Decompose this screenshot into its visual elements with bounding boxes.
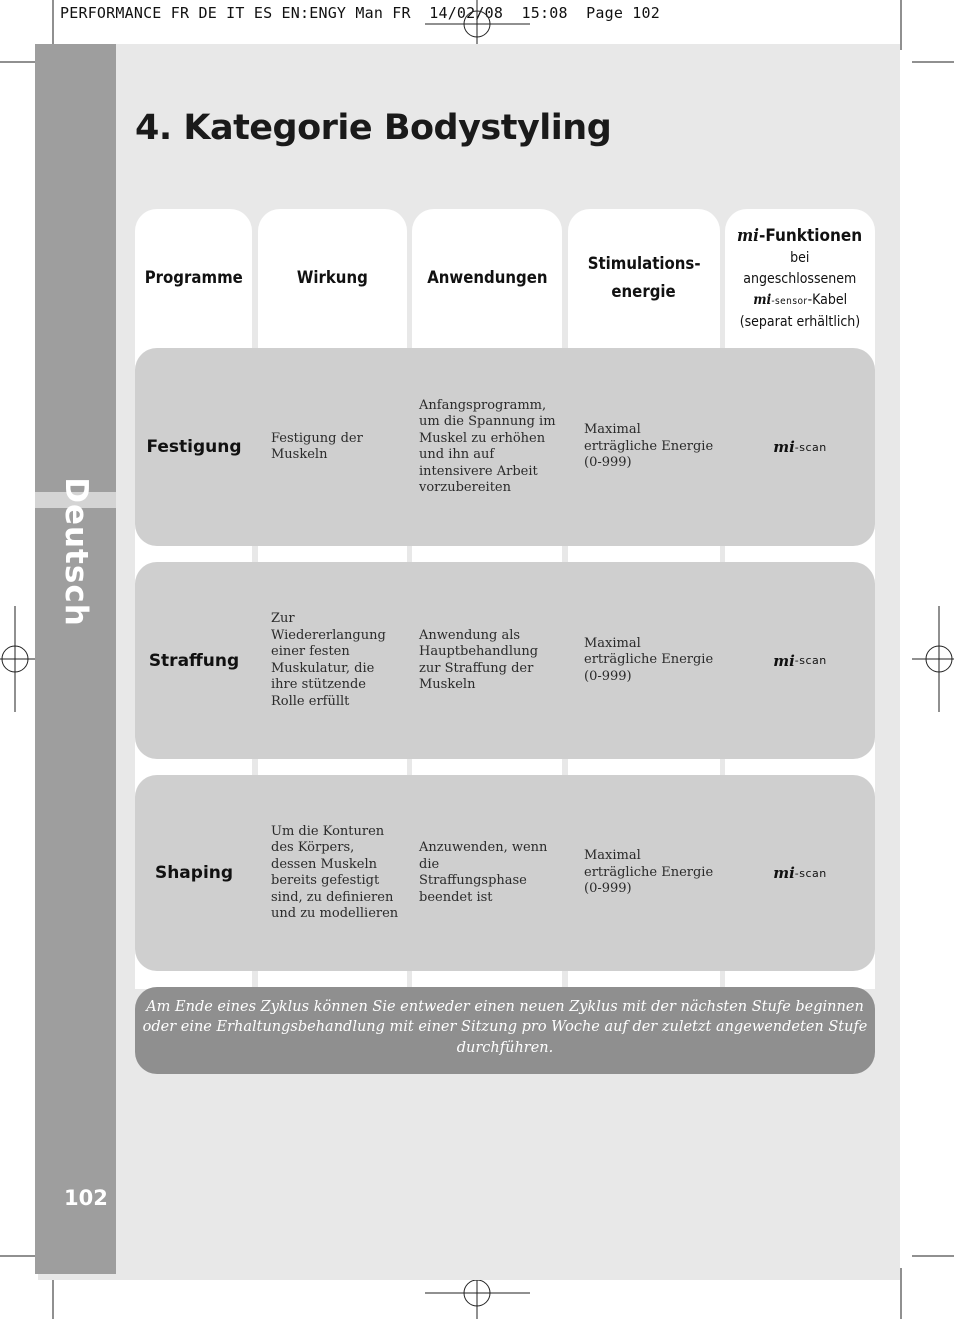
side-strip — [35, 44, 116, 1274]
header-mi-funktionen — [725, 209, 875, 347]
row-wirkung: Festigung der Muskeln — [271, 430, 363, 462]
row-energie: Maximal erträgliche Energie (0-999) — [584, 635, 714, 684]
mi-logo-icon: mi — [737, 225, 760, 246]
row-mi-scan — [725, 775, 875, 971]
header-stimulation-line2: energie — [611, 282, 677, 302]
row-anwendung: Anfangsprogramm, um die Spannung im Muskel zu erhöhen und ihn auf intensivere Arbeit vorzubereiten — [419, 397, 556, 495]
kabel-word: -Kabel — [807, 291, 847, 308]
header-anwendungen — [412, 209, 562, 347]
row-anwendung: Anzuwenden, wenn die Straffungsphase beendet ist — [419, 840, 548, 905]
header-mi-funktionen-label: -Funktionen — [759, 225, 863, 246]
header-anwendungen-label: Anwendungen — [426, 268, 548, 288]
scan-word: -scan — [794, 440, 827, 454]
row-programm: Shaping — [154, 863, 234, 883]
row-wirkung: Zur Wiedererlangung einer festen Muskulatur, die ihre stützende Rolle erfüllt — [271, 611, 386, 709]
mi-logo-icon: mi — [773, 651, 795, 670]
footer-note: Am Ende eines Zyklus können Sie entweder einen neuen Zyklus mit der nächsten Stufe beginnen oder eine Erhaltungsbehandlung mit einer Sitzung pro Woche auf der zuletzt angewendeten Stufe durchführen. — [142, 998, 868, 1056]
row-programm: Straffung — [148, 650, 240, 671]
header-stimulation-line1: Stimulations- — [587, 254, 701, 274]
header-programme — [135, 209, 252, 347]
scan-word: -scan — [794, 866, 827, 880]
row-mi-scan — [725, 348, 875, 546]
language-side-label: Deutsch — [58, 477, 94, 627]
header-mi-angeschlossenem: angeschlossenem — [743, 270, 857, 287]
header-mi-sensor-line — [753, 290, 847, 312]
mi-logo-icon: mi — [773, 438, 795, 456]
header-mi-separat: (separat erhältlich) — [739, 313, 861, 330]
header-programme-label: Programme — [144, 268, 243, 288]
row-wirkung: Um die Konturen des Körpers, dessen Muskeln bereits gefestigt sind, zu definieren und zu modellieren — [271, 823, 399, 921]
header-wirkung — [258, 209, 407, 347]
header-mi-title — [737, 224, 862, 248]
row-energie: Maximal erträgliche Energie (0-999) — [584, 848, 714, 897]
row-energie: Maximal erträgliche Energie (0-999) — [584, 422, 714, 471]
scan-word: -scan — [794, 654, 827, 667]
page-number: 102 — [64, 1186, 108, 1210]
row-anwendung: Anwendung als Hauptbehandlung zur Straffung der Muskeln — [419, 627, 539, 692]
row-mi-scan — [725, 562, 875, 759]
mi-logo-icon: mi — [773, 864, 795, 882]
mi-logo-icon: mi — [753, 291, 772, 308]
sensor-word: -sensor — [771, 295, 808, 307]
page-title: 4. Kategorie Bodystyling — [135, 108, 612, 148]
print-slug-line: PERFORMANCE FR DE IT ES EN:ENGY Man FR 14/02/08 15:08 Page 102 — [60, 4, 660, 22]
header-wirkung-label: Wirkung — [297, 268, 368, 288]
header-mi-bei: bei — [790, 249, 810, 266]
row-programm: Festigung — [146, 437, 242, 457]
header-stimulation — [568, 209, 720, 347]
footer-note-box — [135, 987, 875, 1074]
